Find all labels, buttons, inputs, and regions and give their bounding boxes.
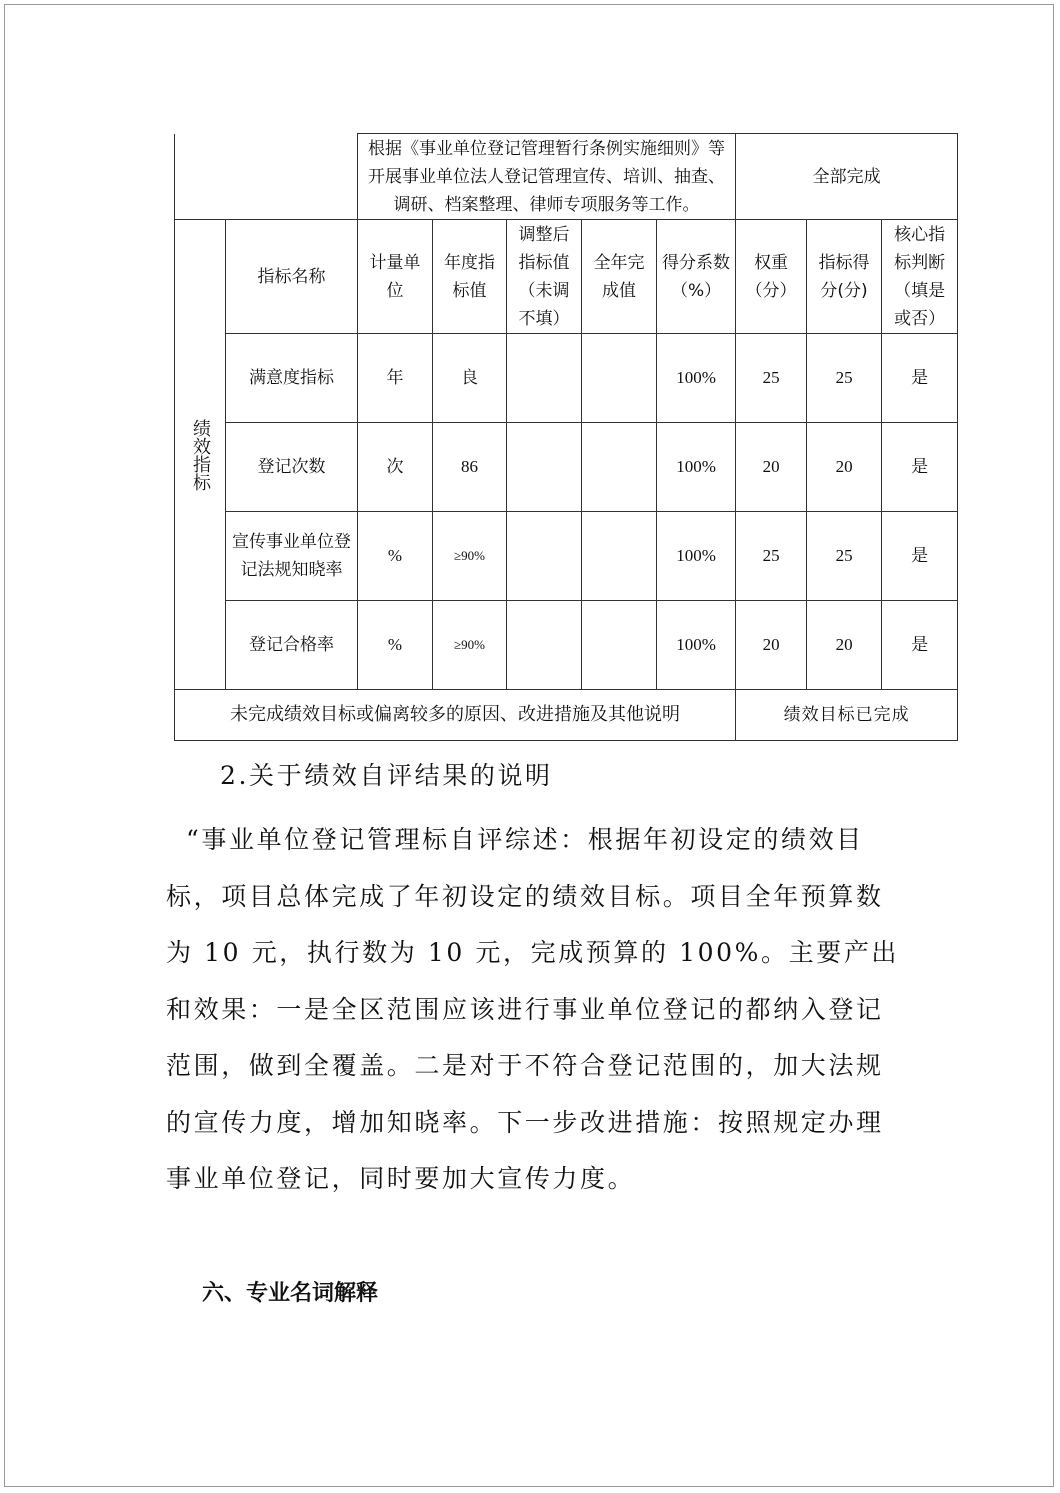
header-cell: 全年完成值	[582, 220, 657, 334]
indicator-target: ≥90%	[433, 512, 507, 601]
table-row	[175, 512, 958, 601]
header-cell: 计量单位	[358, 220, 433, 334]
indicator-unit: 次	[358, 423, 433, 512]
indicator-name: 满意度指标	[226, 334, 358, 423]
indicator-coef: 100%	[657, 334, 736, 423]
indicator-score: 20	[807, 423, 882, 512]
indicator-coef: 100%	[657, 512, 736, 601]
indicator-core: 是	[882, 601, 958, 690]
indicator-actual	[582, 512, 657, 601]
footer-label: 未完成绩效目标或偏离较多的原因、改进措施及其他说明	[175, 690, 736, 741]
footer-value: 绩效目标已完成	[736, 690, 958, 741]
summary-paragraph: “事业单位登记管理标自评综述：根据年初设定的绩效目标，项目总体完成了年初设定的绩效目标。项目全年预算数为 10 元，执行数为 10 元，完成预算的 100%。主要产出和效果：一是全区范围应该进行事业单位登记的都纳入登记范围，做到全覆盖。二是对于不符合登记范围的，加大法规的宣传力度，增加知晓率。下一步改进措施：按照规定办理事业单位登记，同时要加大宣传力度。	[166, 825, 900, 1193]
indicator-actual	[582, 334, 657, 423]
indicator-coef: 100%	[657, 601, 736, 690]
status-cell: 全部完成	[736, 134, 958, 220]
indicator-weight: 25	[736, 512, 807, 601]
indicator-core: 是	[882, 423, 958, 512]
section-heading: 六、专业名词解释	[202, 1281, 379, 1306]
header-cell: 核心指标判断（填是或否）	[882, 220, 958, 334]
indicator-weight: 25	[736, 334, 807, 423]
performance-table	[174, 133, 958, 741]
indicator-score: 25	[807, 512, 882, 601]
table-row	[175, 334, 958, 423]
footer-row	[175, 690, 958, 741]
header-cell: 得分系数（%）	[657, 220, 736, 334]
indicator-score: 20	[807, 601, 882, 690]
indicator-unit: 年	[358, 334, 433, 423]
header-cell: 年度指标值	[433, 220, 507, 334]
indicator-adjusted	[507, 512, 582, 601]
indicator-weight: 20	[736, 601, 807, 690]
indicator-name: 宣传事业单位登记法规知晓率	[226, 512, 358, 601]
header-cell: 权重（分）	[736, 220, 807, 334]
indicator-unit: %	[358, 601, 433, 690]
indicator-name: 登记次数	[226, 423, 358, 512]
indicator-core: 是	[882, 512, 958, 601]
subsection-heading: 2.关于绩效自评结果的说明	[220, 761, 553, 790]
section-label-cell	[175, 220, 226, 690]
indicator-weight: 20	[736, 423, 807, 512]
empty-cell	[175, 134, 358, 220]
header-cell: 指标得分(分)	[807, 220, 882, 334]
indicator-coef: 100%	[657, 423, 736, 512]
description-cell: 根据《事业单位登记管理暂行条例实施细则》等开展事业单位法人登记管理宣传、培训、抽查、调研、档案整理、律师专项服务等工作。	[358, 134, 736, 220]
table-row	[175, 601, 958, 690]
section-label: 绩效指标	[190, 418, 211, 491]
indicator-actual	[582, 423, 657, 512]
indicator-unit: %	[358, 512, 433, 601]
table-row	[175, 423, 958, 512]
header-cell: 指标名称	[226, 220, 358, 334]
indicator-core: 是	[882, 334, 958, 423]
indicator-target: 86	[433, 423, 507, 512]
indicator-target: ≥90%	[433, 601, 507, 690]
indicator-actual	[582, 601, 657, 690]
header-row	[175, 220, 958, 334]
indicator-target: 良	[433, 334, 507, 423]
indicator-score: 25	[807, 334, 882, 423]
indicator-adjusted	[507, 334, 582, 423]
indicator-name: 登记合格率	[226, 601, 358, 690]
table-row	[175, 134, 958, 220]
header-cell: 调整后指标值（未调不填）	[507, 220, 582, 334]
indicator-adjusted	[507, 601, 582, 690]
indicator-adjusted	[507, 423, 582, 512]
